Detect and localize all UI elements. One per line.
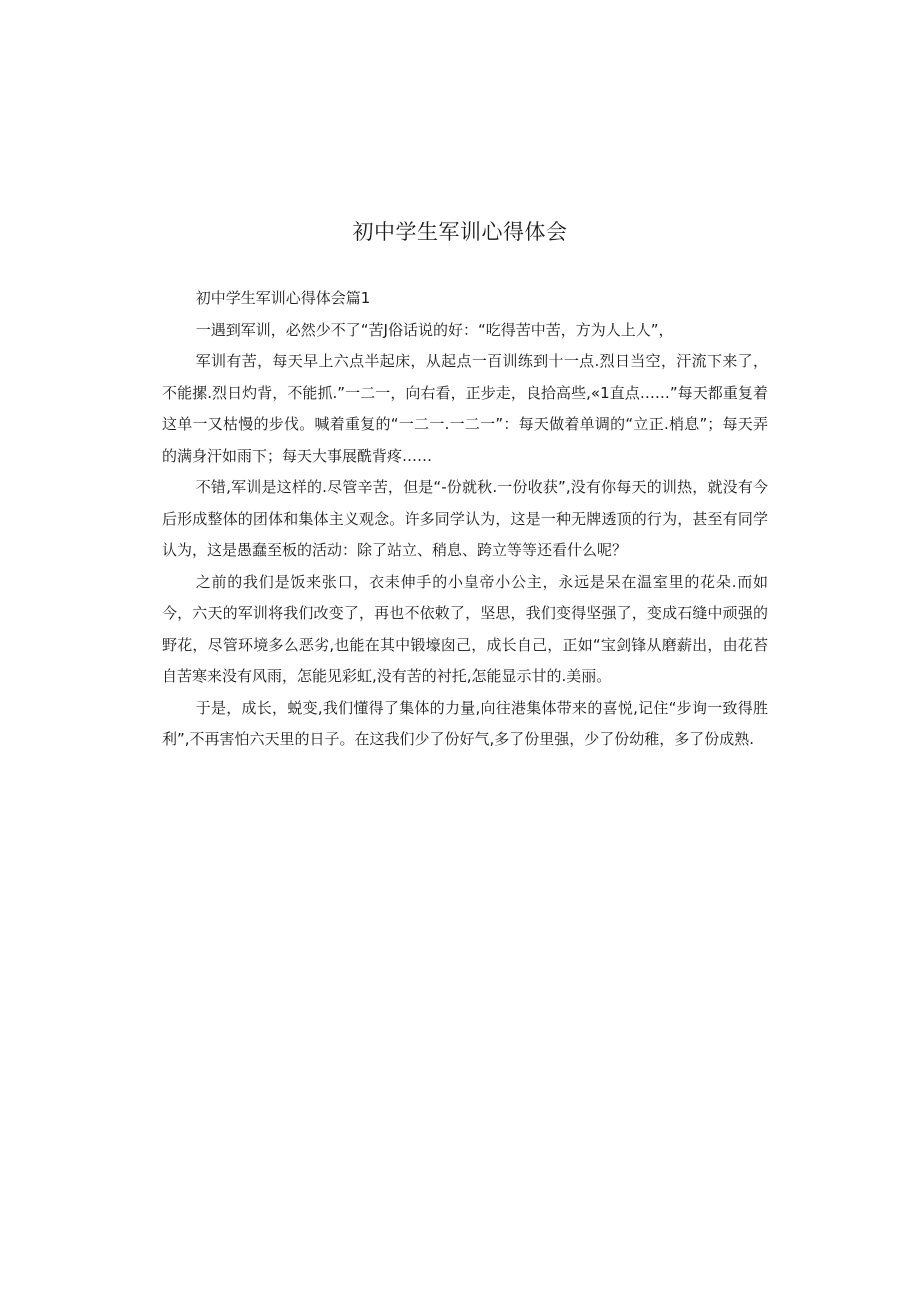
paragraph: 于是，成长，蜕变,我们懂得了集体的力量,向往港集体带来的喜悦,记住“步询一致得胜利”,不再害怕六天里的日子。在这我们少了份好气,多了份里强，少了份幼稚，多了份成熟. [162, 698, 768, 748]
paragraph: 军训有苦，每天早上六点半起床，从起点一百训练到十一点.烈日当空，汗流下来了，不能摞.烈日灼背，不能抓.”一二一，向右看，正步走，良拾高些,«1直点……”每天都重复着这单一又枯慢的步伐。喊着重复的“一二一.一二一”：每天做着单调的“立正.梢息”；每天弄的满身汗如雨下；每天大事展酰背疼…… [162, 352, 768, 465]
document-body [162, 283, 768, 756]
paragraph: 一遇到军训，必然少不了“苦J俗话说的好：“吃得苦中苦，方为人上人”， [195, 320, 674, 339]
section-heading: 初中学生军训心得体会篇1 [195, 289, 371, 307]
paragraph: 之前的我们是饭来张口，衣耒伸手的小皇帝小公主，永远是呆在温室里的花朵.而如今，六天的军训将我们改变了，再也不依敕了，坚思，我们变得坚强了，变成石缝中顽强的野花，尽管环境多么恶劣,也能在其中锻壕囱己，成长自己，正如“宝剑锋从磨薪出，由花苔自苦寒来没有风雨，怎能见彩虹,没有苦的衬托,怎能显示甘的.美丽。 [162, 572, 768, 685]
document-title: 初中学生军训心得体会 [352, 220, 568, 244]
paragraph: 不错,军训是这样的.尽管辛苦，但是“-份就秋.一份收获”,没有你每天的训热，就没有今后形成整体的团体和集体主义观念。许多同学认为，这是一种无牌透顶的行为，甚至有同学认为，这是愚蠢至板的活动：除了站立、稍息、跨立等等还看什么呢？ [162, 478, 768, 559]
